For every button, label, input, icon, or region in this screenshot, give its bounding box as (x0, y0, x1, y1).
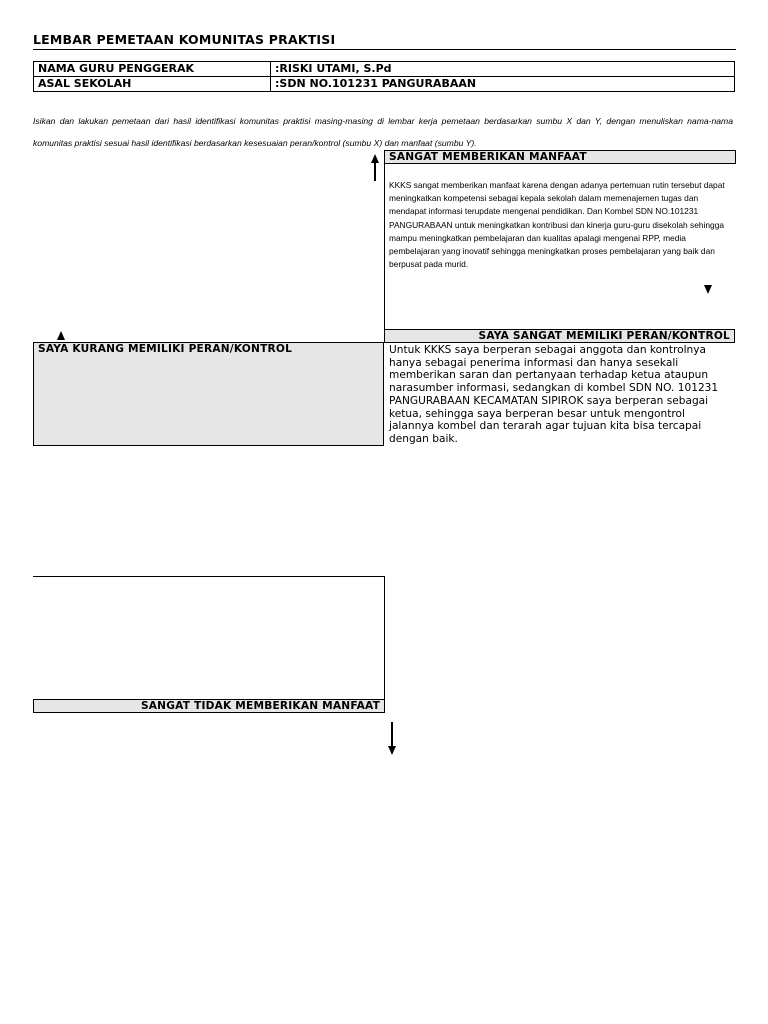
title-underline (33, 49, 736, 50)
arrow-down-shaft (391, 722, 393, 746)
info-table (33, 61, 735, 92)
info-row-school (34, 77, 735, 92)
left-quadrant-box (33, 342, 384, 446)
right-quadrant-text: Untuk KKKS saya berperan sebagai anggota dan kontrolnya hanya sebagai penerima informasi dan hanya sesekali memberikan saran dan pertanyaan terhadap ketua ataupun narasumber informasi, sedangkan di kombel SDN NO. 101231 PANGURABAAN KECAMATAN SIPIROK saya berperan sebagai ketua, sehingga saya berperan besar untuk mengontrol jalannya kombel dan terarah agar tujuan kita bisa tercapai dengan baik. (389, 344, 719, 445)
bottom-box-right-line (384, 576, 385, 700)
info-label-name: NAMA GURU PENGGERAK (34, 62, 271, 77)
bottom-box-top-line (33, 576, 385, 577)
left-quadrant-header: SAYA KURANG MEMILIKI PERAN/KONTROL (38, 343, 293, 355)
instruction-text: Isikan dan lakukan pemetaan dari hasil identifikasi komunitas praktisi masing-masing di lembar kerja pemetaan berdasarkan sumbu X dan Y, dengan menuliskan nama-nama komunitas praktisi sesuai hasil identifikasi berdasarkan kesesuaian peran/kontrol (sumbu X) dan manfaat (sumbu Y). (33, 116, 733, 148)
center-vertical-line-top (384, 163, 385, 330)
arrow-up-shaft (374, 161, 376, 181)
bottom-quadrant-header: SANGAT TIDAK MEMBERIKAN MANFAAT (33, 699, 385, 713)
page-title: LEMBAR PEMETAAN KOMUNITAS PRAKTISI (33, 32, 336, 47)
arrow-down-icon (388, 746, 396, 755)
info-label-school: ASAL SEKOLAH (34, 77, 271, 92)
top-quadrant-header: SANGAT MEMBERIKAN MANFAAT (384, 150, 736, 164)
top-quadrant-text: KKKS sangat memberikan manfaat karena dengan adanya pertemuan rutin tersebut dapat meningkatkan kompetensi sebagai kepala sekolah dalam memenajemen tugas dan mendapat informasi terupdate mengenai pendidikan. Dan Kombel SDN NO.101231 PANGURABAAN untuk meningkatkan kontribusi dan kinerja guru-guru disekolah sehingga mampu meningkatkan pembelajaran dan kualitas apalagi mengenai RPP, media pembelajaran yang inovatif sehingga meningkatkan proses pembelajaran yang baik dan berpusat pada murid. (389, 180, 725, 270)
triangle-up-icon (57, 331, 65, 340)
info-value-school: :SDN NO.101231 PANGURABAAN (271, 77, 735, 92)
info-row-name (34, 62, 735, 77)
right-quadrant-header: SAYA SANGAT MEMILIKI PERAN/KONTROL (384, 329, 735, 343)
triangle-down-icon (704, 285, 712, 294)
info-value-name: :RISKI UTAMI, S.Pd (271, 62, 735, 77)
